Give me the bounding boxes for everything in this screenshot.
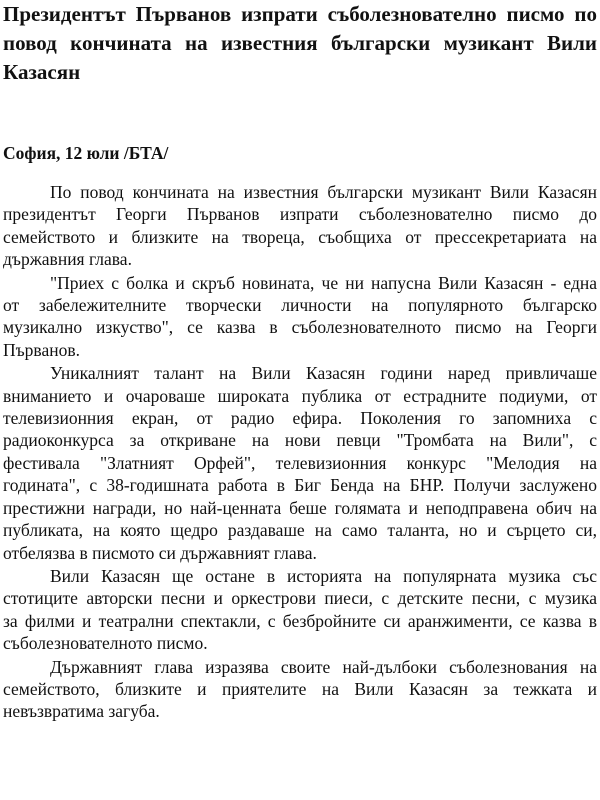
paragraph-line: президентът Георги Първанов изпрати съболезнователно писмо до bbox=[3, 204, 597, 225]
paragraph bbox=[3, 656, 597, 723]
paragraph-line: годината", с 38-годишната работа в Биг Бенда на БНР. Получи заслужено bbox=[3, 475, 597, 496]
title-line: повод кончината на известния български музикант Вили bbox=[3, 31, 597, 55]
paragraph-line: Държавният глава изразява своите най-дълбоки съболезнования на bbox=[50, 656, 597, 677]
paragraph bbox=[3, 362, 597, 564]
paragraph-line: Уникалният талант на Вили Казасян години наред привличаше bbox=[50, 363, 597, 384]
paragraph-line: за филми и театрални спектакли, с безбройните си аранжименти, се казва в bbox=[3, 610, 597, 631]
paragraph-line: музикално изкуство", се казва в съболезнователното писмо на Георги bbox=[3, 317, 597, 338]
title-line: Казасян bbox=[3, 60, 81, 84]
paragraph-line: държавния глава. bbox=[3, 249, 132, 270]
article-body bbox=[3, 181, 597, 723]
article-title bbox=[3, 0, 597, 87]
title-line: Президентът Първанов изпрати съболезнователно писмо по bbox=[3, 2, 597, 26]
paragraph-line: Вили Казасян ще остане в историята на популярната музика със bbox=[50, 565, 597, 586]
paragraph-line: публиката, на която щедро раздаваше на само таланта, но и сърцето си, bbox=[3, 520, 597, 541]
paragraph-line: Първанов. bbox=[3, 339, 80, 360]
paragraph-line: фестивала "Златният Орфей", телевизионния конкурс "Мелодия на bbox=[3, 452, 597, 473]
paragraph bbox=[3, 565, 597, 655]
paragraph-line: "Приех с болка и скръб новината, че ни напусна Вили Казасян - една bbox=[50, 272, 597, 293]
paragraph-line: престижни награди, но най-ценната беше голямата и неподправена обич на bbox=[3, 497, 597, 518]
paragraph-line: невъзвратима загуба. bbox=[3, 701, 160, 722]
paragraph bbox=[3, 181, 597, 271]
paragraph-line: семейството, близките и приятелите на Вили Казасян за тежката и bbox=[3, 678, 597, 699]
paragraph-line: от забележителните творчески личности на популярното българско bbox=[3, 295, 597, 316]
paragraph-line: вниманието и очароваше широката публика от естрадните подиуми, от bbox=[3, 385, 597, 406]
paragraph-line: телевизионния екран, от радио ефира. Поколения го запомниха с bbox=[3, 408, 597, 429]
dateline: София, 12 юли /БТА/ bbox=[3, 143, 169, 163]
paragraph-line: стотиците авторски песни и оркестрови пиеси, с детските песни, с музика bbox=[3, 588, 597, 609]
paragraph bbox=[3, 272, 597, 362]
paragraph-line: съболезнователното писмо. bbox=[3, 633, 208, 654]
paragraph-line: семейството и близките на твореца, съобщиха от прессекретариата на bbox=[3, 226, 597, 247]
paragraph-line: отбелязва в писмото си държавният глава. bbox=[3, 542, 317, 563]
paragraph-line: По повод кончината на известния български музикант Вили Казасян bbox=[50, 182, 597, 202]
paragraph-line: радиоконкурса за откриване на нови певци "Тромбата на Вили", с bbox=[3, 430, 597, 451]
